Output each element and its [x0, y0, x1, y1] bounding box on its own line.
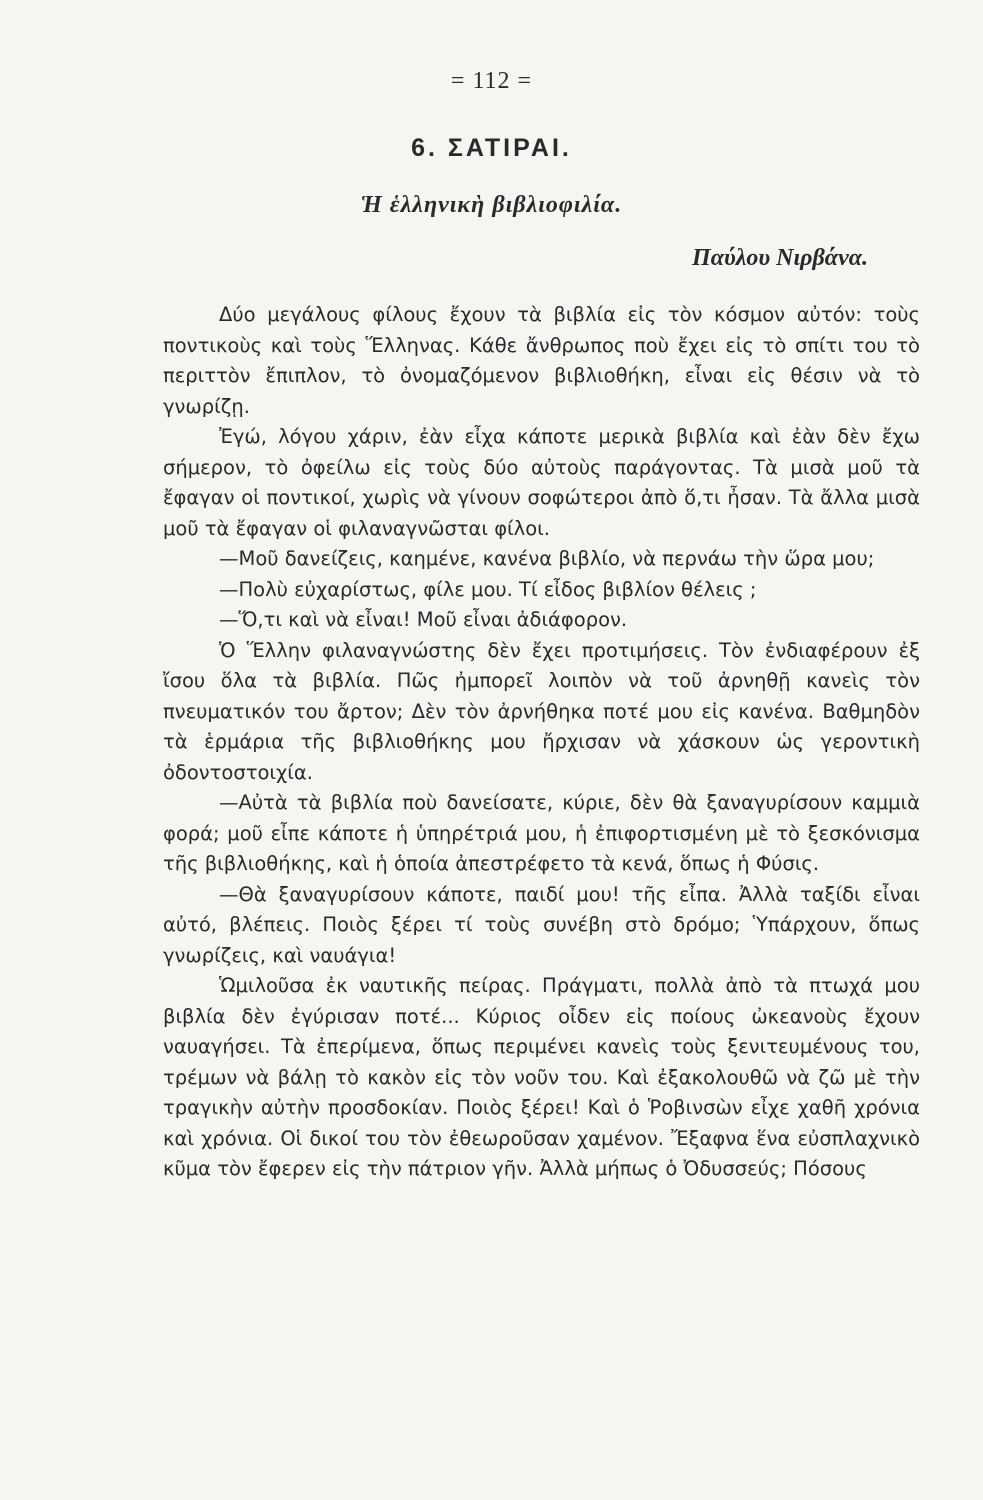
article-body: [163, 300, 920, 1185]
dialogue-line-2: —Πολὺ εὐχαρίστως, φίλε μου. Τί εἶδος βιβλίον θέλεις ;: [219, 577, 757, 601]
dialogue-line-3: —Ὅ,τι καὶ νὰ εἶναι! Μοῦ εἶναι ἀδιάφορον.: [219, 608, 628, 631]
paragraph-4: Ὡμιλοῦσα ἐκ ναυτικῆς πείρας. Πράγματι, πολλὰ ἀπὸ τὰ πτωχά μου βιβλία δὲν ἐγύρισαν ποτέ... Κύριος οἶδεν εἰς ποίους ὠκεανοὺς ἔχουν ναυαγήσει. Τὰ ἐπερίμενα, ὅπως περιμένει κανεὶς τοὺς ξενιτευμένους του, τρέμων νὰ βάλῃ τὸ κακὸν εἰς τὸν νοῦν του. Καὶ ἐξακολουθῶ νὰ ζῶ μὲ τὴν τραγικὴν αὐτὴν προσδοκίαν. Ποιὸς ξέρει! Καὶ ὁ Ῥοβινσὼν εἶχε χαθῆ χρόνια καὶ χρόνια. Οἱ δικοί του τὸν ἐθεωροῦσαν χαμένον. Ἔξαφνα ἕνα εὐσπλαχνικὸ κῦμα τὸν ἔφερεν εἰς τὴν πάτριον γῆν. Ἀλλὰ μήπως ὁ Ὀδυσσεύς; Πόσους: [163, 974, 920, 1180]
paragraph-3: Ὁ Ἕλλην φιλαναγνώστης δὲν ἔχει προτιμήσεις. Τὸν ἐνδιαφέρουν ἐξ ἴσου ὅλα τὰ βιβλία. Πῶς ἠμπορεῖ λοιπὸν νὰ τοῦ ἀρνηθῇ κανεὶς τὸν πνευματικόν του ἄρτον; Δὲν τὸν ἀρνήθηκα ποτέ μου εἰς κανένα. Βαθμηδὸν τὰ ἑρμάρια τῆς βιβλιοθήκης μου ἤρχισαν νὰ χάσκουν ὡς γεροντικὴ ὀδοντοστοιχία.: [163, 638, 920, 784]
paragraph-1: Δύο μεγάλους φίλους ἔχουν τὰ βιβλία εἰς τὸν κόσμον αὐτόν: τοὺς ποντικοὺς καὶ τοὺς Ἕλληνας. Κάθε ἄνθρωπος ποὺ ἔχει εἰς τὸ σπίτι του τὸ περιττὸν ἔπιπλον, τὸ ὀνομαζόμενον βιβλιοθήκη, εἶναι εἰς θέσιν νὰ τὸ γνωρίζῃ.: [163, 303, 920, 418]
article-title: Ἡ ἑλληνικὴ βιβλιοφιλία.: [360, 192, 623, 218]
dialogue-line-4: —Αὐτὰ τὰ βιβλία ποὺ δανείσατε, κύριε, δὲν θὰ ξαναγυρίσουν καμμιὰ φορά; μοῦ εἶπε κάποτε ἡ ὑπηρέτριά μου, ἡ ἐπιφορτισμένη μὲ τὸ ξεσκόνισμα τῆς βιβλιοθήκης, καὶ ἡ ὁποία ἀπεστρέφετο τὰ κενά, ὅπως ἡ Φύσις.: [163, 791, 920, 875]
page-number: = 112 =: [450, 68, 533, 94]
dialogue-line-1: —Μοῦ δανείζεις, καημένε, κανένα βιβλίο, νὰ περνάω τὴν ὥρα μου;: [219, 547, 875, 570]
author-name: Παύλου Νιρβάνα.: [692, 245, 868, 271]
paragraph-2: Ἐγώ, λόγου χάριν, ἐὰν εἶχα κάποτε μερικὰ βιβλία καὶ ἐὰν δὲν ἔχω σήμερον, τὸ ὀφείλω εἰς τοὺς δύο αὐτοὺς παράγοντας. Τὰ μισὰ μοῦ τὰ ἔφαγαν οἱ ποντικοί, χωρὶς νὰ γίνουν σοφώτεροι ἀπὸ ὅ,τι ἦσαν. Τὰ ἄλλα μισὰ μοῦ τὰ ἔφαγαν οἱ φιλαναγνῶσται φίλοι.: [163, 425, 920, 540]
dialogue-line-5: —Θὰ ξαναγυρίσουν κάποτε, παιδί μου! τῆς εἶπα. Ἀλλὰ ταξίδι εἶναι αὐτό, βλέπεις. Ποιὸς ξέρει τί τοὺς συνέβη στὸ δρόμο; Ὑπάρχουν, ὅπως γνωρίζεις, καὶ ναυάγια!: [163, 882, 920, 967]
section-title: 6. ΣΑΤΙΡΑΙ.: [411, 134, 572, 162]
